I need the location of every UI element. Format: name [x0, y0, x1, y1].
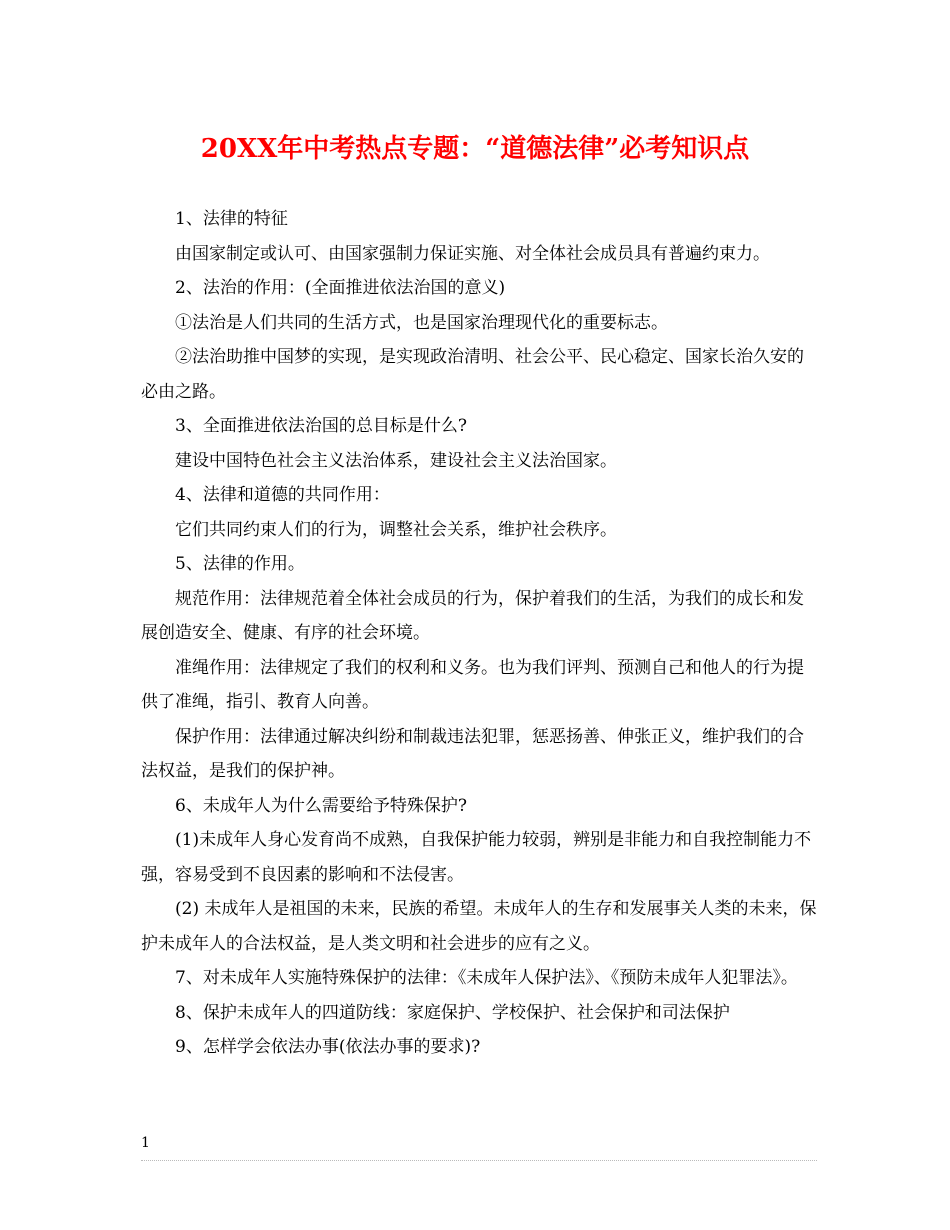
paragraph: ①法治是人们共同的生活方式，也是国家治理现代化的重要标志。 — [175, 312, 668, 333]
paragraph: ②法治助推中国梦的实现，是实现政治清明、社会公平、民心稳定、国家长治久安的必由之路。 — [141, 347, 804, 402]
paragraph: 建设中国特色社会主义法治体系，建设社会主义法治国家。 — [175, 450, 617, 471]
paragraph: 6、未成年人为什么需要给予特殊保护? — [175, 795, 467, 816]
document-body — [141, 202, 817, 1065]
paragraph: 9、怎样学会依法办事(依法办事的要求)? — [175, 1037, 481, 1057]
paragraph: 保护作用：法律通过解决纠纷和制裁违法犯罪，惩恶扬善、伸张正义，维护我们的合法权益，是我们的保护神。 — [141, 726, 804, 781]
paragraph: 4、法律和道德的共同作用： — [175, 485, 390, 505]
paragraph: 由国家制定或认可、由国家强制力保证实施、对全体社会成员具有普遍约束力。 — [175, 243, 770, 264]
paragraph: 1、法律的特征 — [175, 209, 288, 229]
paragraph: 7、对未成年人实施特殊保护的法律：《未成年人保护法》、《预防未成年人犯罪法》。 — [175, 968, 798, 988]
paragraph: 8、保护未成年人的四道防线：家庭保护、学校保护、社会保护和司法保护 — [175, 1002, 730, 1023]
paragraph: 3、全面推进依法治国的总目标是什么? — [175, 416, 467, 436]
footer-divider — [141, 1160, 817, 1161]
paragraph: 5、法律的作用。 — [175, 554, 305, 574]
document-title: 20XX年中考热点专题：“道德法律”必考知识点 — [200, 134, 750, 164]
paragraph: 准绳作用：法律规定了我们的权利和义务。也为我们评判、预测自己和他人的行为提供了准绳，指引、教育人向善。 — [141, 657, 804, 712]
paragraph: 它们共同约束人们的行为，调整社会关系，维护社会秩序。 — [175, 519, 617, 540]
paragraph: (2) 未成年人是祖国的未来，民族的希望。未成年人的生存和发展事关人类的未来，保护未成年人的合法权益，是人类文明和社会进步的应有之义。 — [141, 899, 817, 954]
paragraph: 2、法治的作用：(全面推进依法治国的意义) — [175, 278, 506, 298]
page-number: 1 — [141, 1135, 150, 1151]
paragraph: 规范作用：法律规范着全体社会成员的行为，保护着我们的生活，为我们的成长和发展创造安全、健康、有序的社会环境。 — [141, 588, 804, 643]
paragraph: (1)未成年人身心发育尚不成熟，自我保护能力较弱，辨别是非能力和自我控制能力不强，容易受到不良因素的影响和不法侵害。 — [141, 830, 812, 885]
